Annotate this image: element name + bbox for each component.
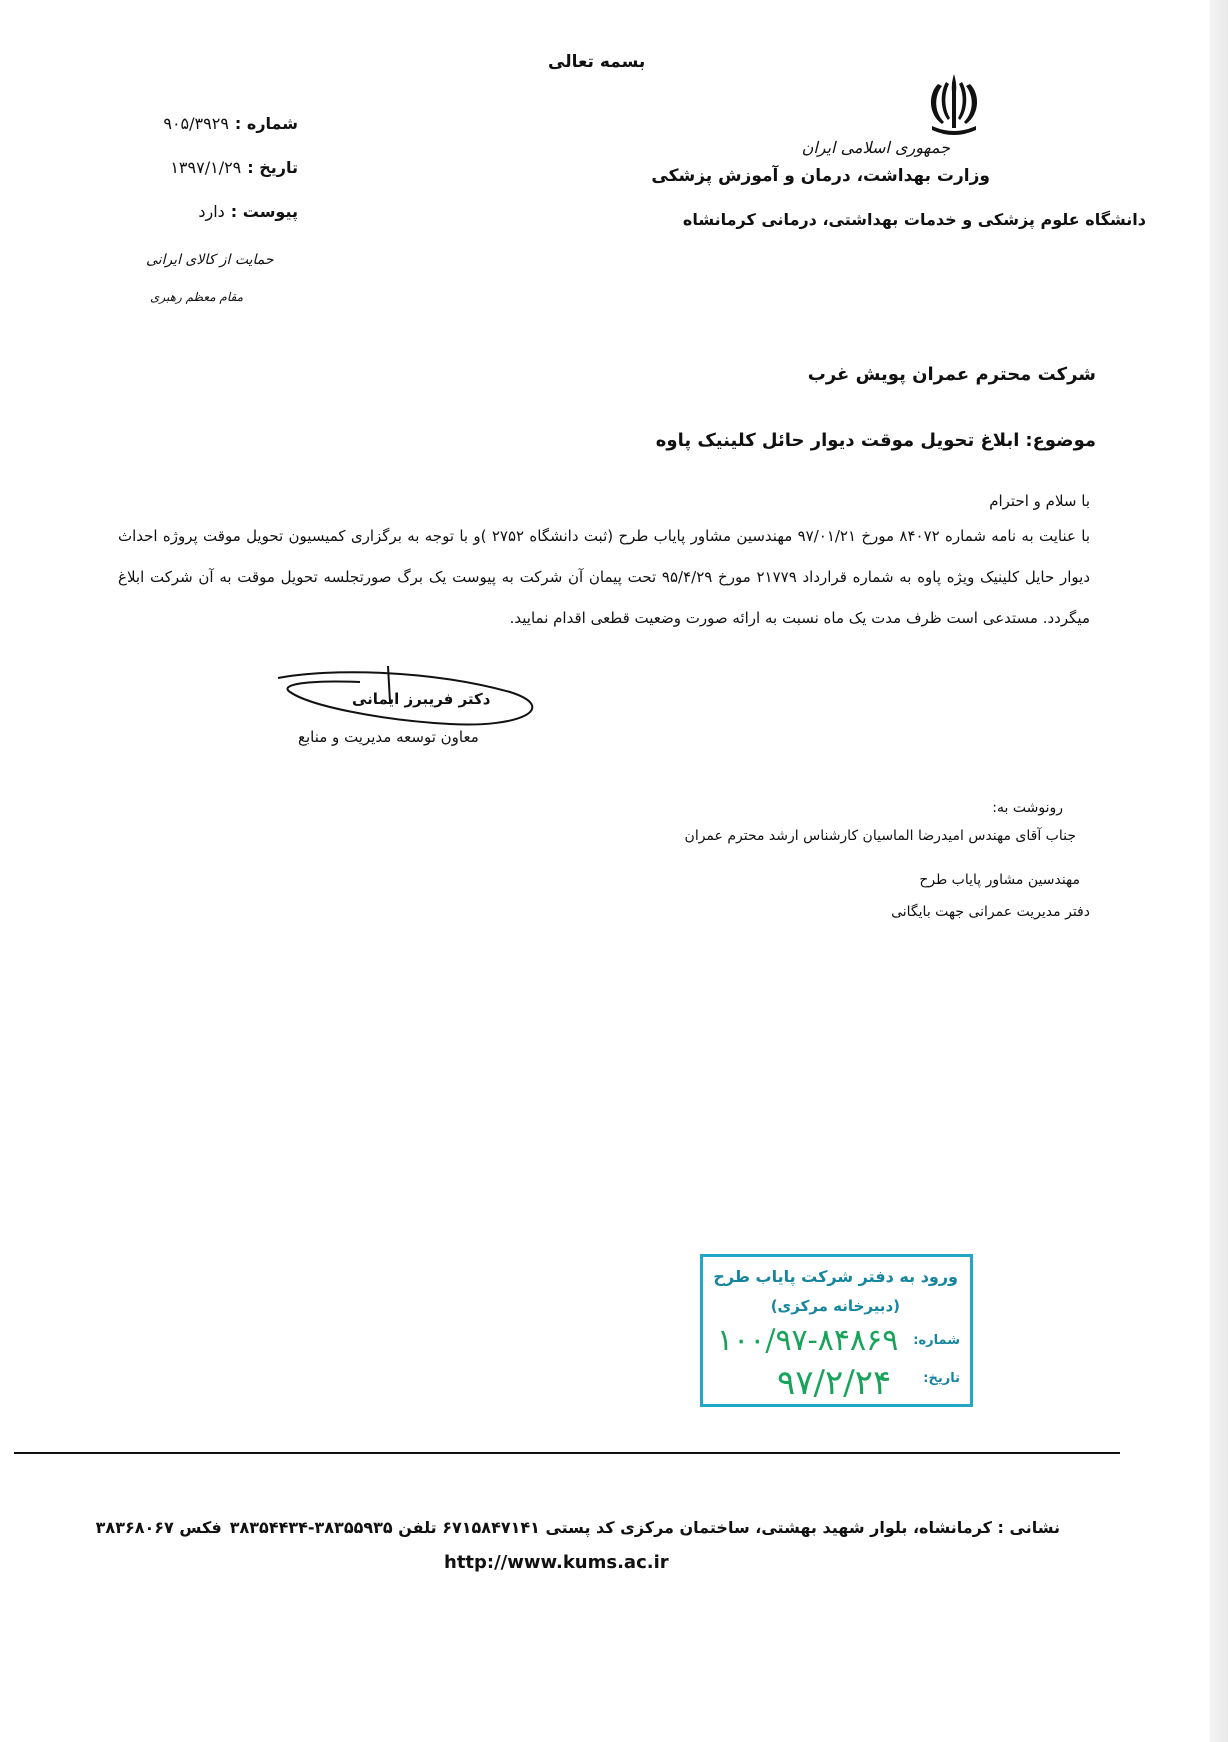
footer-fax: فکس ۳۸۳۶۸۰۶۷	[95, 1518, 222, 1537]
greeting-line: با سلام و احترام	[989, 492, 1090, 510]
org-ministry-name: وزارت بهداشت، درمان و آموزش پزشکی	[651, 166, 990, 186]
org-country-name: جمهوری اسلامی ایران	[801, 138, 950, 157]
footer-address-text: نشانی : کرمانشاه، بلوار شهید بهشتی، ساختمان مرکزی کد پستی ۶۷۱۵۸۴۷۱۴۱ تلفن ۳۸۳۵۵۹۳۵-۳۸۳۵۴۴۳۴	[229, 1518, 1060, 1537]
footer-address	[96, 1518, 1060, 1537]
stamp-date-value: ۹۷/۲/۲۴	[777, 1363, 892, 1403]
letter-date	[170, 158, 298, 177]
cc-item: دفتر مدیریت عمرانی جهت بایگانی	[891, 904, 1090, 920]
letter-number-value: ۹۰۵/۳۹۲۹	[163, 114, 229, 133]
scan-edge	[1210, 0, 1228, 1742]
letter-attachment-value: دارد	[198, 202, 225, 221]
footer-website-link[interactable]: http://www.kums.ac.ir	[444, 1552, 669, 1573]
stamp-number-label: شماره:	[913, 1333, 960, 1348]
signer-title: معاون توسعه مدیریت و منابع	[298, 728, 479, 746]
subject-label: موضوع:	[1025, 430, 1096, 451]
letter-date-value: ۱۳۹۷/۱/۲۹	[170, 158, 242, 177]
receipt-stamp	[700, 1254, 973, 1407]
cc-item: مهندسین مشاور پایاب طرح	[919, 872, 1080, 888]
slogan-attribution: مقام معظم رهبری	[150, 290, 244, 304]
stamp-subtitle: (دبیرخانه مرکزی)	[770, 1297, 900, 1315]
slogan-line: حمایت از کالای ایرانی	[146, 252, 274, 268]
signer-name: دکتر فریبرز ایمانی	[352, 690, 491, 708]
letter-body: با عنایت به نامه شماره ۸۴۰۷۲ مورخ ۹۷/۰۱/۲۱ مهندسین مشاور پایاب طرح (ثبت دانشگاه ۲۷۵۲ )و با توجه به برگزاری کمیسیون تحویل موقت پروژه احداث دیوار حایل کلینیک ویژه پاوه به شماره قرارداد ۲۱۷۷۹ مورخ ۹۵/۴/۲۹ تحت پیمان آن شرکت به پیوست یک برگ صورتجلسه تحویل موقت به آن شرکت ابلاغ میگردد. مستدعی است ظرف مدت یک ماه نسبت به ارائه صورت وضعیت قطعی اقدام نمایید.	[118, 527, 1090, 627]
stamp-title: ورود به دفتر شرکت پایاب طرح	[713, 1267, 958, 1286]
letter-attachment	[198, 202, 298, 221]
letter-attachment-label: پیوست :	[230, 202, 298, 221]
footer-divider	[14, 1452, 1120, 1454]
letter-date-label: تاریخ :	[247, 158, 298, 177]
org-university-name: دانشگاه علوم پزشکی و خدمات بهداشتی، درمانی کرمانشاه	[682, 210, 1146, 229]
stamp-number-value: ۱۰۰/۹۷-۸۴۸۶۹	[717, 1323, 899, 1358]
stamp-date-label: تاریخ:	[923, 1371, 960, 1386]
cc-label: رونوشت به:	[992, 800, 1063, 816]
recipient-line: شرکت محترم عمران پویش غرب	[807, 364, 1096, 385]
subject-line	[656, 430, 1096, 451]
letter-number	[163, 114, 298, 133]
subject-text: ابلاغ تحویل موقت دیوار حائل کلینیک پاوه	[655, 430, 1020, 451]
bismillah-heading: بسمه تعالی	[548, 52, 646, 72]
national-emblem-icon	[918, 70, 990, 140]
cc-item: جناب آقای مهندس امیدرضا الماسیان کارشناس ارشد محترم عمران	[684, 828, 1076, 844]
letter-number-label: شماره :	[234, 114, 298, 133]
